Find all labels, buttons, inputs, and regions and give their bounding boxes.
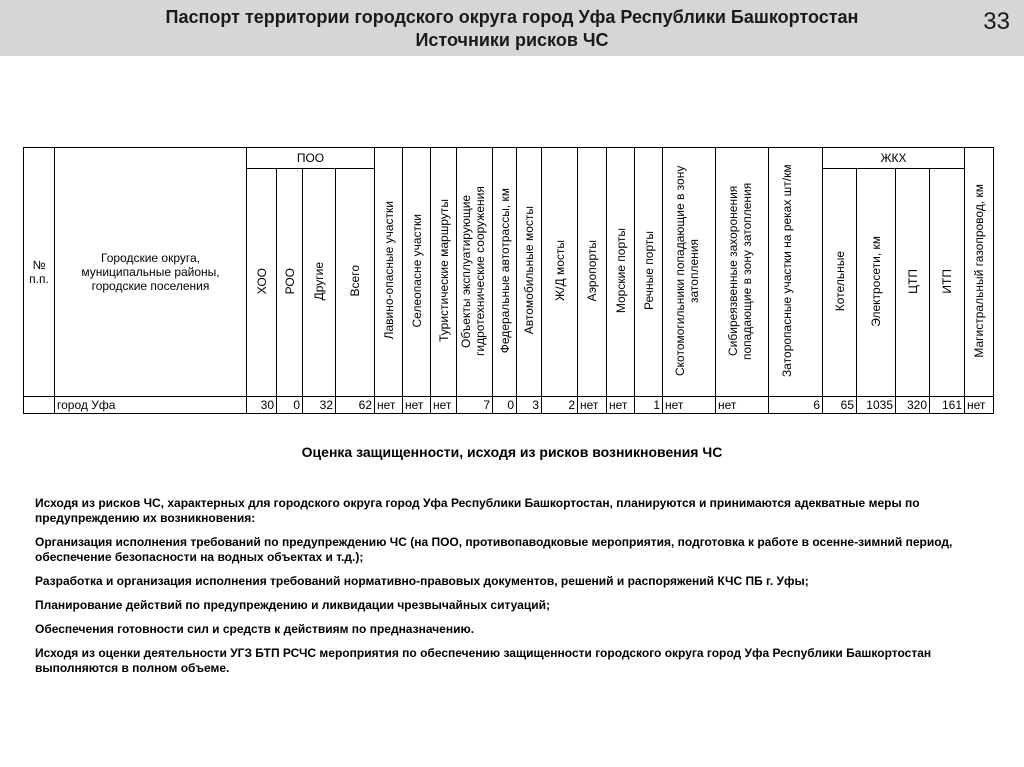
cell-roo: 0 bbox=[277, 397, 303, 414]
cell-gas-pipeline: нет bbox=[965, 397, 994, 414]
col-header-cattle-burials: Скотомогильники попадающие в зону затопления bbox=[663, 148, 716, 397]
paragraph: Разработка и организация исполнения требований нормативно-правовых документов, решений и распоряжений КЧС ПБ г. Уфы; bbox=[35, 574, 809, 588]
paragraph: Обеспечения готовности сил и средств к действиям по предназначению. bbox=[35, 622, 475, 636]
col-header-airports: Аэропорты bbox=[578, 148, 607, 397]
cell-boilers: 65 bbox=[823, 397, 857, 414]
col-header-road-bridges: Автомобильные мосты bbox=[517, 148, 542, 397]
col-header-roo: РОО bbox=[277, 169, 303, 397]
col-header-other: Другие bbox=[303, 169, 336, 397]
cell-federal-highways: 0 bbox=[493, 397, 517, 414]
group-header-zhkh: ЖКХ bbox=[823, 148, 965, 169]
cell-avalanche: нет bbox=[375, 397, 403, 414]
cell-other: 32 bbox=[303, 397, 336, 414]
col-header-gas-pipeline: Магистральный газопровод, км bbox=[965, 148, 994, 397]
col-header-ice-jam-sites: Заторопасные участки на реках шт/км bbox=[769, 148, 823, 397]
col-header-rail-bridges: Ж/Д мосты bbox=[542, 148, 578, 397]
cell-ice-jam-sites: 6 bbox=[769, 397, 823, 414]
cell-itp: 161 bbox=[930, 397, 965, 414]
cell-hydro-structures: 7 bbox=[457, 397, 493, 414]
paragraph: Планирование действий по предупреждению и ликвидации чрезвычайных ситуаций; bbox=[35, 598, 550, 612]
page-number: 33 bbox=[983, 8, 1010, 35]
slide-header bbox=[0, 0, 1024, 56]
col-header-tourist-routes: Туристические маршруты bbox=[431, 148, 457, 397]
cell-cattle-burials: нет bbox=[663, 397, 716, 414]
col-header-sea-ports: Морские порты bbox=[607, 148, 635, 397]
cell-power-grid: 1035 bbox=[857, 397, 896, 414]
col-header-power-grid: Электросети, км bbox=[857, 169, 896, 397]
cell-anthrax-burials: нет bbox=[716, 397, 769, 414]
cell-hoo: 30 bbox=[247, 397, 277, 414]
cell-ctp: 320 bbox=[896, 397, 930, 414]
cell-mudflow: нет bbox=[403, 397, 431, 414]
col-header-mudflow: Селеопасне участки bbox=[403, 148, 431, 397]
col-header-number: № п.п. bbox=[24, 148, 55, 397]
cell-river-ports: 1 bbox=[635, 397, 663, 414]
col-header-name: Городские округа, муниципальные районы, городские поселения bbox=[55, 148, 247, 397]
table-row bbox=[24, 397, 994, 414]
cell-road-bridges: 3 bbox=[517, 397, 542, 414]
measures-text bbox=[35, 496, 985, 685]
col-header-anthrax-burials: Сибиреязвенные захоронения попадающие в зону затопления bbox=[716, 148, 769, 397]
cell-tourist-routes: нет bbox=[431, 397, 457, 414]
col-header-total: Всего bbox=[336, 169, 375, 397]
col-header-boilers: Котельные bbox=[823, 169, 857, 397]
slide-subtitle: Источники рисков ЧС bbox=[415, 30, 609, 50]
col-header-hoo: ХОО bbox=[247, 169, 277, 397]
group-header-poo: ПОО bbox=[247, 148, 375, 169]
paragraph: Исходя из рисков ЧС, характерных для городского округа город Уфа Республики Башкортостан, планируются и принимаются адекватные меры по предупреждению их возникновения: bbox=[35, 496, 920, 525]
cell-sea-ports: нет bbox=[607, 397, 635, 414]
paragraph: Исходя из оценки деятельности УГЗ БТП РСЧС мероприятия по обеспечению защищенности городского округа город Уфа Республики Башкортостан выполняются в полном объеме. bbox=[35, 646, 932, 675]
row-name: город Уфа bbox=[55, 397, 247, 414]
col-header-itp: ИТП bbox=[930, 169, 965, 397]
cell-total: 62 bbox=[336, 397, 375, 414]
col-header-federal-highways: Федеральные автотрассы, км bbox=[493, 148, 517, 397]
cell-airports: нет bbox=[578, 397, 607, 414]
row-number bbox=[24, 397, 55, 414]
col-header-avalanche: Лавино-опасные участки bbox=[375, 148, 403, 397]
risk-sources-table bbox=[23, 147, 994, 414]
col-header-ctp: ЦТП bbox=[896, 169, 930, 397]
cell-rail-bridges: 2 bbox=[542, 397, 578, 414]
col-header-hydro-structures: Объекты эксплуатирующие гидротехнические сооружения bbox=[457, 148, 493, 397]
slide-title: Паспорт территории городского округа город Уфа Республики Башкортостан bbox=[165, 7, 859, 27]
section-title: Оценка защищенности, исходя из рисков возникновения ЧС bbox=[301, 444, 723, 460]
col-header-river-ports: Речные порты bbox=[635, 148, 663, 397]
paragraph: Организация исполнения требований по предупреждению ЧС (на ПОО, противопаводковые мероприятия, подготовка к работе в осенне-зимний период, обеспечение безопасности на водных объектах и т.д.); bbox=[35, 535, 953, 564]
